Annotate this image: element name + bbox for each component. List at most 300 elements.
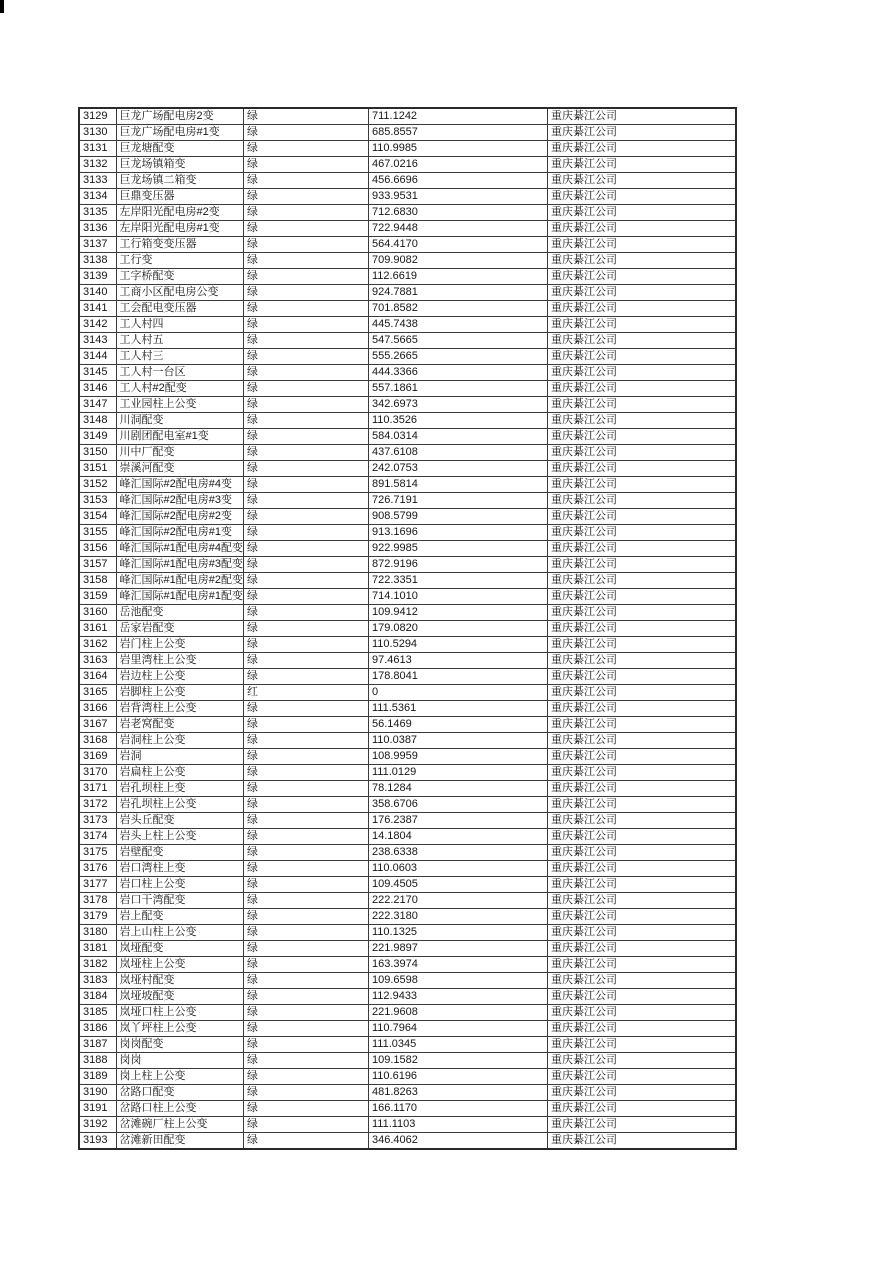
value-cell: 221.9897: [368, 941, 547, 957]
company-cell: 重庆綦江公司: [547, 253, 736, 269]
name-cell: 岩扁柱上公变: [116, 765, 243, 781]
status-cell: 绿: [243, 205, 368, 221]
row-id-cell: 3186: [79, 1021, 116, 1037]
table-row: [79, 829, 736, 845]
row-id-cell: 3185: [79, 1005, 116, 1021]
table-row: [79, 1133, 736, 1150]
table-row: [79, 685, 736, 701]
company-cell: 重庆綦江公司: [547, 797, 736, 813]
status-cell: 绿: [243, 717, 368, 733]
table-row: [79, 333, 736, 349]
row-id-cell: 3163: [79, 653, 116, 669]
status-cell: 绿: [243, 125, 368, 141]
company-cell: 重庆綦江公司: [547, 589, 736, 605]
row-id-cell: 3176: [79, 861, 116, 877]
company-cell: 重庆綦江公司: [547, 493, 736, 509]
status-cell: 绿: [243, 781, 368, 797]
row-id-cell: 3168: [79, 733, 116, 749]
name-cell: 岩背湾柱上公变: [116, 701, 243, 717]
table-row: [79, 941, 736, 957]
table-row: [79, 1117, 736, 1133]
value-cell: 110.1325: [368, 925, 547, 941]
name-cell: 岔滩新田配变: [116, 1133, 243, 1150]
row-id-cell: 3142: [79, 317, 116, 333]
name-cell: 岩上配变: [116, 909, 243, 925]
name-cell: 岩口湾柱上变: [116, 861, 243, 877]
name-cell: 岔路口配变: [116, 1085, 243, 1101]
table-row: [79, 845, 736, 861]
table-row: [79, 1053, 736, 1069]
value-cell: 78.1284: [368, 781, 547, 797]
row-id-cell: 3175: [79, 845, 116, 861]
company-cell: 重庆綦江公司: [547, 637, 736, 653]
company-cell: 重庆綦江公司: [547, 765, 736, 781]
row-id-cell: 3155: [79, 525, 116, 541]
value-cell: 238.6338: [368, 845, 547, 861]
value-cell: 913.1696: [368, 525, 547, 541]
status-cell: 绿: [243, 893, 368, 909]
value-cell: 109.1582: [368, 1053, 547, 1069]
status-cell: 绿: [243, 429, 368, 445]
company-cell: 重庆綦江公司: [547, 365, 736, 381]
table-row: [79, 349, 736, 365]
name-cell: 岩边柱上公变: [116, 669, 243, 685]
status-cell: 绿: [243, 317, 368, 333]
status-cell: 绿: [243, 253, 368, 269]
value-cell: 97.4613: [368, 653, 547, 669]
row-id-cell: 3153: [79, 493, 116, 509]
row-id-cell: 3173: [79, 813, 116, 829]
company-cell: 重庆綦江公司: [547, 525, 736, 541]
row-id-cell: 3162: [79, 637, 116, 653]
status-cell: 绿: [243, 925, 368, 941]
row-id-cell: 3147: [79, 397, 116, 413]
value-cell: 109.9412: [368, 605, 547, 621]
name-cell: 峰汇国际#1配电房#1配变: [116, 589, 243, 605]
table-row: [79, 237, 736, 253]
name-cell: 岗岗配变: [116, 1037, 243, 1053]
status-cell: 绿: [243, 957, 368, 973]
table-row: [79, 861, 736, 877]
row-id-cell: 3140: [79, 285, 116, 301]
value-cell: 726.7191: [368, 493, 547, 509]
company-cell: 重庆綦江公司: [547, 733, 736, 749]
value-cell: 891.5814: [368, 477, 547, 493]
name-cell: 岩上山柱上公变: [116, 925, 243, 941]
value-cell: 110.0387: [368, 733, 547, 749]
name-cell: 岩洞: [116, 749, 243, 765]
row-id-cell: 3183: [79, 973, 116, 989]
status-cell: 绿: [243, 1021, 368, 1037]
status-cell: 绿: [243, 397, 368, 413]
value-cell: 557.1861: [368, 381, 547, 397]
value-cell: 445.7438: [368, 317, 547, 333]
value-cell: 179.0820: [368, 621, 547, 637]
row-id-cell: 3179: [79, 909, 116, 925]
table-row: [79, 909, 736, 925]
row-id-cell: 3157: [79, 557, 116, 573]
name-cell: 岚垭口柱上公变: [116, 1005, 243, 1021]
table-row: [79, 765, 736, 781]
table-row: [79, 573, 736, 589]
value-cell: 110.7964: [368, 1021, 547, 1037]
status-cell: 绿: [243, 413, 368, 429]
value-cell: 711.1242: [368, 108, 547, 125]
name-cell: 岩孔坝柱上变: [116, 781, 243, 797]
name-cell: 巨龙广场配电房2变: [116, 108, 243, 125]
status-cell: 绿: [243, 845, 368, 861]
status-cell: 绿: [243, 749, 368, 765]
table-row: [79, 445, 736, 461]
name-cell: 工人村三: [116, 349, 243, 365]
name-cell: 岚丫坪柱上公变: [116, 1021, 243, 1037]
row-id-cell: 3160: [79, 605, 116, 621]
value-cell: 722.9448: [368, 221, 547, 237]
company-cell: 重庆綦江公司: [547, 349, 736, 365]
name-cell: 工行箱变变压器: [116, 237, 243, 253]
company-cell: 重庆綦江公司: [547, 509, 736, 525]
company-cell: 重庆綦江公司: [547, 445, 736, 461]
value-cell: 242.0753: [368, 461, 547, 477]
name-cell: 岩口干湾配变: [116, 893, 243, 909]
row-id-cell: 3188: [79, 1053, 116, 1069]
company-cell: 重庆綦江公司: [547, 573, 736, 589]
status-cell: 绿: [243, 1117, 368, 1133]
row-id-cell: 3146: [79, 381, 116, 397]
status-cell: 绿: [243, 605, 368, 621]
table-row: [79, 653, 736, 669]
name-cell: 峰汇国际#2配电房#2变: [116, 509, 243, 525]
status-cell: 绿: [243, 733, 368, 749]
status-cell: 绿: [243, 1101, 368, 1117]
transformer-table-body: [79, 108, 736, 1149]
row-id-cell: 3151: [79, 461, 116, 477]
table-row: [79, 1005, 736, 1021]
name-cell: 左岸阳光配电房#2变: [116, 205, 243, 221]
row-id-cell: 3150: [79, 445, 116, 461]
value-cell: 712.6830: [368, 205, 547, 221]
row-id-cell: 3170: [79, 765, 116, 781]
company-cell: 重庆綦江公司: [547, 125, 736, 141]
company-cell: 重庆綦江公司: [547, 813, 736, 829]
status-cell: 绿: [243, 557, 368, 573]
table-row: [79, 637, 736, 653]
value-cell: 108.9959: [368, 749, 547, 765]
row-id-cell: 3141: [79, 301, 116, 317]
table-row: [79, 813, 736, 829]
status-cell: 绿: [243, 621, 368, 637]
value-cell: 14.1804: [368, 829, 547, 845]
table-row: [79, 509, 736, 525]
table-row: [79, 381, 736, 397]
company-cell: 重庆綦江公司: [547, 1005, 736, 1021]
status-cell: 绿: [243, 1133, 368, 1150]
row-id-cell: 3139: [79, 269, 116, 285]
value-cell: 872.9196: [368, 557, 547, 573]
name-cell: 崇溪河配变: [116, 461, 243, 477]
name-cell: 工字桥配变: [116, 269, 243, 285]
table-row: [79, 108, 736, 125]
row-id-cell: 3190: [79, 1085, 116, 1101]
table-row: [79, 173, 736, 189]
company-cell: 重庆綦江公司: [547, 333, 736, 349]
table-row: [79, 221, 736, 237]
table-row: [79, 605, 736, 621]
company-cell: 重庆綦江公司: [547, 1101, 736, 1117]
name-cell: 峰汇国际#2配电房#4变: [116, 477, 243, 493]
company-cell: 重庆綦江公司: [547, 1021, 736, 1037]
value-cell: 467.0216: [368, 157, 547, 173]
table-row: [79, 493, 736, 509]
company-cell: 重庆綦江公司: [547, 1069, 736, 1085]
value-cell: 112.9433: [368, 989, 547, 1005]
row-id-cell: 3133: [79, 173, 116, 189]
company-cell: 重庆綦江公司: [547, 1117, 736, 1133]
row-id-cell: 3136: [79, 221, 116, 237]
name-cell: 岗上柱上公变: [116, 1069, 243, 1085]
row-id-cell: 3131: [79, 141, 116, 157]
status-cell: 绿: [243, 573, 368, 589]
row-id-cell: 3132: [79, 157, 116, 173]
status-cell: 绿: [243, 909, 368, 925]
status-cell: 绿: [243, 173, 368, 189]
status-cell: 绿: [243, 1085, 368, 1101]
value-cell: 110.3526: [368, 413, 547, 429]
value-cell: 56.1469: [368, 717, 547, 733]
row-id-cell: 3143: [79, 333, 116, 349]
table-row: [79, 893, 736, 909]
status-cell: 绿: [243, 637, 368, 653]
status-cell: 绿: [243, 989, 368, 1005]
company-cell: 重庆綦江公司: [547, 925, 736, 941]
status-cell: 绿: [243, 525, 368, 541]
row-id-cell: 3192: [79, 1117, 116, 1133]
status-cell: 绿: [243, 829, 368, 845]
value-cell: 110.9985: [368, 141, 547, 157]
name-cell: 峰汇国际#1配电房#4配变: [116, 541, 243, 557]
row-id-cell: 3129: [79, 108, 116, 125]
name-cell: 峰汇国际#1配电房#3配变: [116, 557, 243, 573]
name-cell: 岳池配变: [116, 605, 243, 621]
company-cell: 重庆綦江公司: [547, 317, 736, 333]
value-cell: 342.6973: [368, 397, 547, 413]
status-cell: 绿: [243, 765, 368, 781]
status-cell: 绿: [243, 237, 368, 253]
name-cell: 工人村五: [116, 333, 243, 349]
status-cell: 绿: [243, 653, 368, 669]
table-row: [79, 301, 736, 317]
name-cell: 岔路口柱上公变: [116, 1101, 243, 1117]
status-cell: 红: [243, 685, 368, 701]
company-cell: 重庆綦江公司: [547, 477, 736, 493]
company-cell: 重庆綦江公司: [547, 1037, 736, 1053]
table-row: [79, 733, 736, 749]
value-cell: 908.5799: [368, 509, 547, 525]
name-cell: 岩头上柱上公变: [116, 829, 243, 845]
value-cell: 178.8041: [368, 669, 547, 685]
name-cell: 岩老窝配变: [116, 717, 243, 733]
row-id-cell: 3159: [79, 589, 116, 605]
table-row: [79, 621, 736, 637]
table-row: [79, 141, 736, 157]
value-cell: 481.8263: [368, 1085, 547, 1101]
value-cell: 555.2665: [368, 349, 547, 365]
name-cell: 岚垭配变: [116, 941, 243, 957]
value-cell: 933.9531: [368, 189, 547, 205]
table-row: [79, 253, 736, 269]
status-cell: 绿: [243, 1053, 368, 1069]
table-row: [79, 157, 736, 173]
row-id-cell: 3182: [79, 957, 116, 973]
row-id-cell: 3184: [79, 989, 116, 1005]
name-cell: 工人村四: [116, 317, 243, 333]
value-cell: 110.0603: [368, 861, 547, 877]
company-cell: 重庆綦江公司: [547, 413, 736, 429]
table-row: [79, 989, 736, 1005]
row-id-cell: 3167: [79, 717, 116, 733]
row-id-cell: 3169: [79, 749, 116, 765]
status-cell: 绿: [243, 141, 368, 157]
status-cell: 绿: [243, 157, 368, 173]
value-cell: 346.4062: [368, 1133, 547, 1150]
company-cell: 重庆綦江公司: [547, 845, 736, 861]
value-cell: 437.6108: [368, 445, 547, 461]
company-cell: 重庆綦江公司: [547, 893, 736, 909]
status-cell: 绿: [243, 189, 368, 205]
name-cell: 工会配电变压器: [116, 301, 243, 317]
company-cell: 重庆綦江公司: [547, 909, 736, 925]
value-cell: 685.8557: [368, 125, 547, 141]
row-id-cell: 3165: [79, 685, 116, 701]
company-cell: 重庆綦江公司: [547, 237, 736, 253]
company-cell: 重庆綦江公司: [547, 269, 736, 285]
value-cell: 166.1170: [368, 1101, 547, 1117]
table-row: [79, 877, 736, 893]
name-cell: 岳家岩配变: [116, 621, 243, 637]
name-cell: 巨鼎变压器: [116, 189, 243, 205]
company-cell: 重庆綦江公司: [547, 605, 736, 621]
company-cell: 重庆綦江公司: [547, 381, 736, 397]
table-row: [79, 541, 736, 557]
name-cell: 川中厂配变: [116, 445, 243, 461]
table-row: [79, 1101, 736, 1117]
row-id-cell: 3152: [79, 477, 116, 493]
table-row: [79, 701, 736, 717]
row-id-cell: 3156: [79, 541, 116, 557]
name-cell: 岩里湾柱上公变: [116, 653, 243, 669]
row-id-cell: 3145: [79, 365, 116, 381]
row-id-cell: 3137: [79, 237, 116, 253]
value-cell: 221.9608: [368, 1005, 547, 1021]
table-row: [79, 749, 736, 765]
table-row: [79, 125, 736, 141]
name-cell: 岚垭坡配变: [116, 989, 243, 1005]
status-cell: 绿: [243, 365, 368, 381]
row-id-cell: 3181: [79, 941, 116, 957]
status-cell: 绿: [243, 333, 368, 349]
company-cell: 重庆綦江公司: [547, 301, 736, 317]
table-row: [79, 205, 736, 221]
name-cell: 岩口柱上公变: [116, 877, 243, 893]
page-corner-mark: [0, 0, 4, 13]
row-id-cell: 3148: [79, 413, 116, 429]
status-cell: 绿: [243, 797, 368, 813]
value-cell: 109.6598: [368, 973, 547, 989]
company-cell: 重庆綦江公司: [547, 157, 736, 173]
name-cell: 川剧团配电室#1变: [116, 429, 243, 445]
company-cell: 重庆綦江公司: [547, 189, 736, 205]
name-cell: 峰汇国际#2配电房#3变: [116, 493, 243, 509]
name-cell: 巨龙塘配变: [116, 141, 243, 157]
row-id-cell: 3158: [79, 573, 116, 589]
row-id-cell: 3177: [79, 877, 116, 893]
name-cell: 巨龙广场配电房#1变: [116, 125, 243, 141]
status-cell: 绿: [243, 285, 368, 301]
name-cell: 岩壁配变: [116, 845, 243, 861]
name-cell: 岚垭村配变: [116, 973, 243, 989]
row-id-cell: 3178: [79, 893, 116, 909]
value-cell: 222.3180: [368, 909, 547, 925]
table-row: [79, 413, 736, 429]
company-cell: 重庆綦江公司: [547, 701, 736, 717]
company-cell: 重庆綦江公司: [547, 621, 736, 637]
name-cell: 岔滩碗厂柱上公变: [116, 1117, 243, 1133]
row-id-cell: 3138: [79, 253, 116, 269]
company-cell: 重庆綦江公司: [547, 285, 736, 301]
name-cell: 巨龙场镇箱变: [116, 157, 243, 173]
value-cell: 564.4170: [368, 237, 547, 253]
table-row: [79, 973, 736, 989]
company-cell: 重庆綦江公司: [547, 397, 736, 413]
value-cell: 547.5665: [368, 333, 547, 349]
value-cell: 358.6706: [368, 797, 547, 813]
company-cell: 重庆綦江公司: [547, 957, 736, 973]
status-cell: 绿: [243, 461, 368, 477]
status-cell: 绿: [243, 509, 368, 525]
value-cell: 163.3974: [368, 957, 547, 973]
table-row: [79, 669, 736, 685]
company-cell: 重庆綦江公司: [547, 941, 736, 957]
row-id-cell: 3193: [79, 1133, 116, 1150]
name-cell: 岗岗: [116, 1053, 243, 1069]
status-cell: 绿: [243, 477, 368, 493]
status-cell: 绿: [243, 701, 368, 717]
row-id-cell: 3180: [79, 925, 116, 941]
table-row: [79, 285, 736, 301]
value-cell: 110.5294: [368, 637, 547, 653]
company-cell: 重庆綦江公司: [547, 989, 736, 1005]
table-row: [79, 365, 736, 381]
name-cell: 工行变: [116, 253, 243, 269]
table-row: [79, 589, 736, 605]
status-cell: 绿: [243, 1069, 368, 1085]
company-cell: 重庆綦江公司: [547, 429, 736, 445]
company-cell: 重庆綦江公司: [547, 557, 736, 573]
table-row: [79, 189, 736, 205]
table-row: [79, 797, 736, 813]
status-cell: 绿: [243, 445, 368, 461]
name-cell: 左岸阳光配电房#1变: [116, 221, 243, 237]
table-row: [79, 269, 736, 285]
company-cell: 重庆綦江公司: [547, 829, 736, 845]
company-cell: 重庆綦江公司: [547, 205, 736, 221]
row-id-cell: 3144: [79, 349, 116, 365]
row-id-cell: 3166: [79, 701, 116, 717]
status-cell: 绿: [243, 221, 368, 237]
value-cell: 444.3366: [368, 365, 547, 381]
status-cell: 绿: [243, 301, 368, 317]
value-cell: 714.1010: [368, 589, 547, 605]
